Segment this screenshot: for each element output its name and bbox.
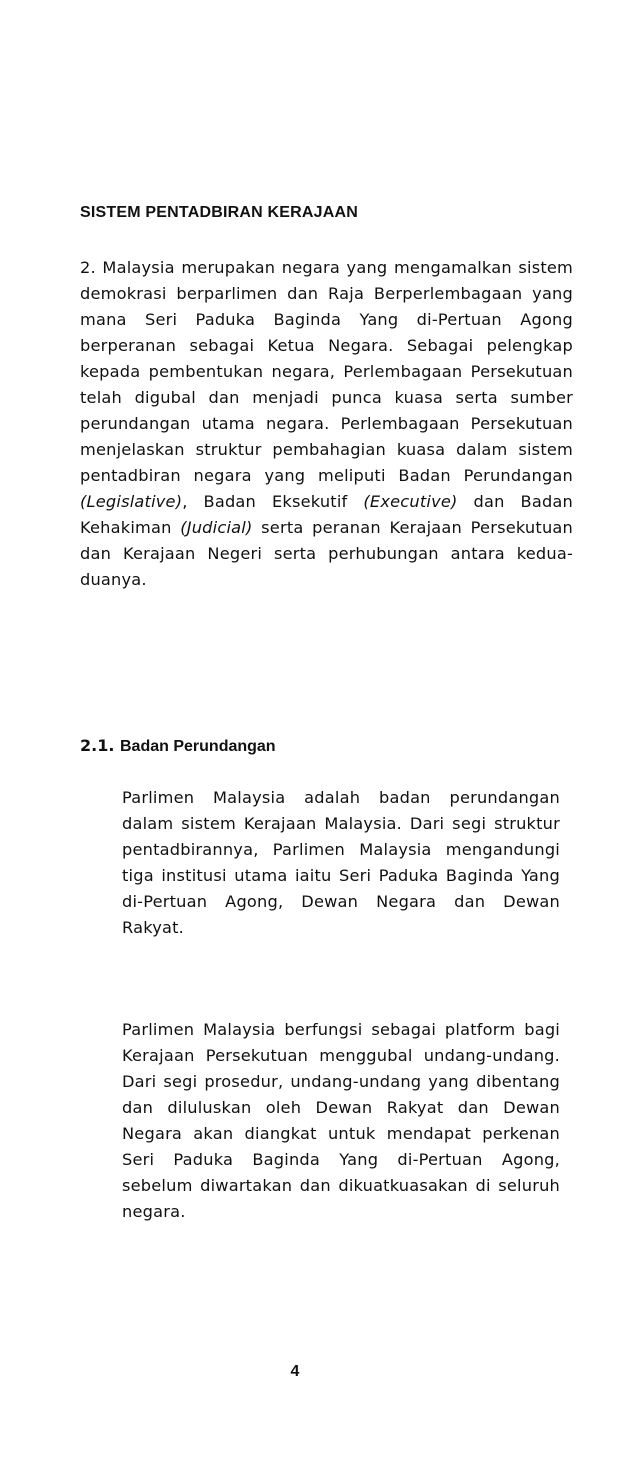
subsection-paragraph-2: Parlimen Malaysia berfungsi sebagai platform bagi Kerajaan Persekutuan menggubal undang-undang. Dari segi prosedur, undang-undang yang dibentang dan diluluskan oleh Dewan Rakyat dan Dewan Negara akan diangkat untuk mendapat perkenan Seri Paduka Baginda Yang di-Pertuan Agong, sebelum diwartakan dan dikuatkuasakan di seluruh negara. bbox=[122, 1020, 560, 1221]
term-judicial: (Judicial) bbox=[180, 518, 253, 537]
subsection-heading bbox=[80, 735, 580, 758]
term-executive: (Executive) bbox=[363, 492, 458, 511]
term-legislative: (Legislative) bbox=[80, 492, 183, 511]
paragraph-2 bbox=[80, 255, 573, 593]
subsection-number: 2.1. bbox=[80, 736, 115, 755]
paragraph-2-text-2: , Badan Eksekutif bbox=[182, 492, 364, 511]
subsection-paragraph-1: Parlimen Malaysia adalah badan perundangan dalam sistem Kerajaan Malaysia. Dari segi struktur pentadbirannya, Parlimen Malaysia mengandungi tiga institusi utama iaitu Seri Paduka Baginda Yang di-Pertuan Agong, Dewan Negara dan Dewan Rakyat. bbox=[122, 788, 560, 937]
paragraph-2-text-1: 2. Malaysia merupakan negara yang mengamalkan sistem demokrasi berparlimen dan Raja Berperlembagaan yang mana Seri Paduka Baginda Yang di-Pertuan Agong berperanan sebagai Ketua Negara. Sebagai pelengkap kepada pembentukan negara, Perlembagaan Persekutuan telah digubal dan menjadi punca kuasa serta sumber perundangan utama negara. Perlembagaan Persekutuan menjelaskan struktur pembahagian kuasa dalam sistem pentadbiran negara yang meliputi Badan Perundangan bbox=[80, 258, 573, 485]
page-number: 4 bbox=[290, 1363, 300, 1380]
paragraph-2-text-4: serta peranan Kerajaan Persekutuan dan Kerajaan Negeri serta perhubungan antara kedua-duanya. bbox=[80, 518, 573, 589]
section-title: SISTEM PENTADBIRAN KERAJAAN bbox=[80, 204, 359, 221]
paragraph-2-text-3: dan Badan Kehakiman bbox=[80, 492, 573, 537]
subsection-title: Badan Perundangan bbox=[120, 738, 276, 755]
